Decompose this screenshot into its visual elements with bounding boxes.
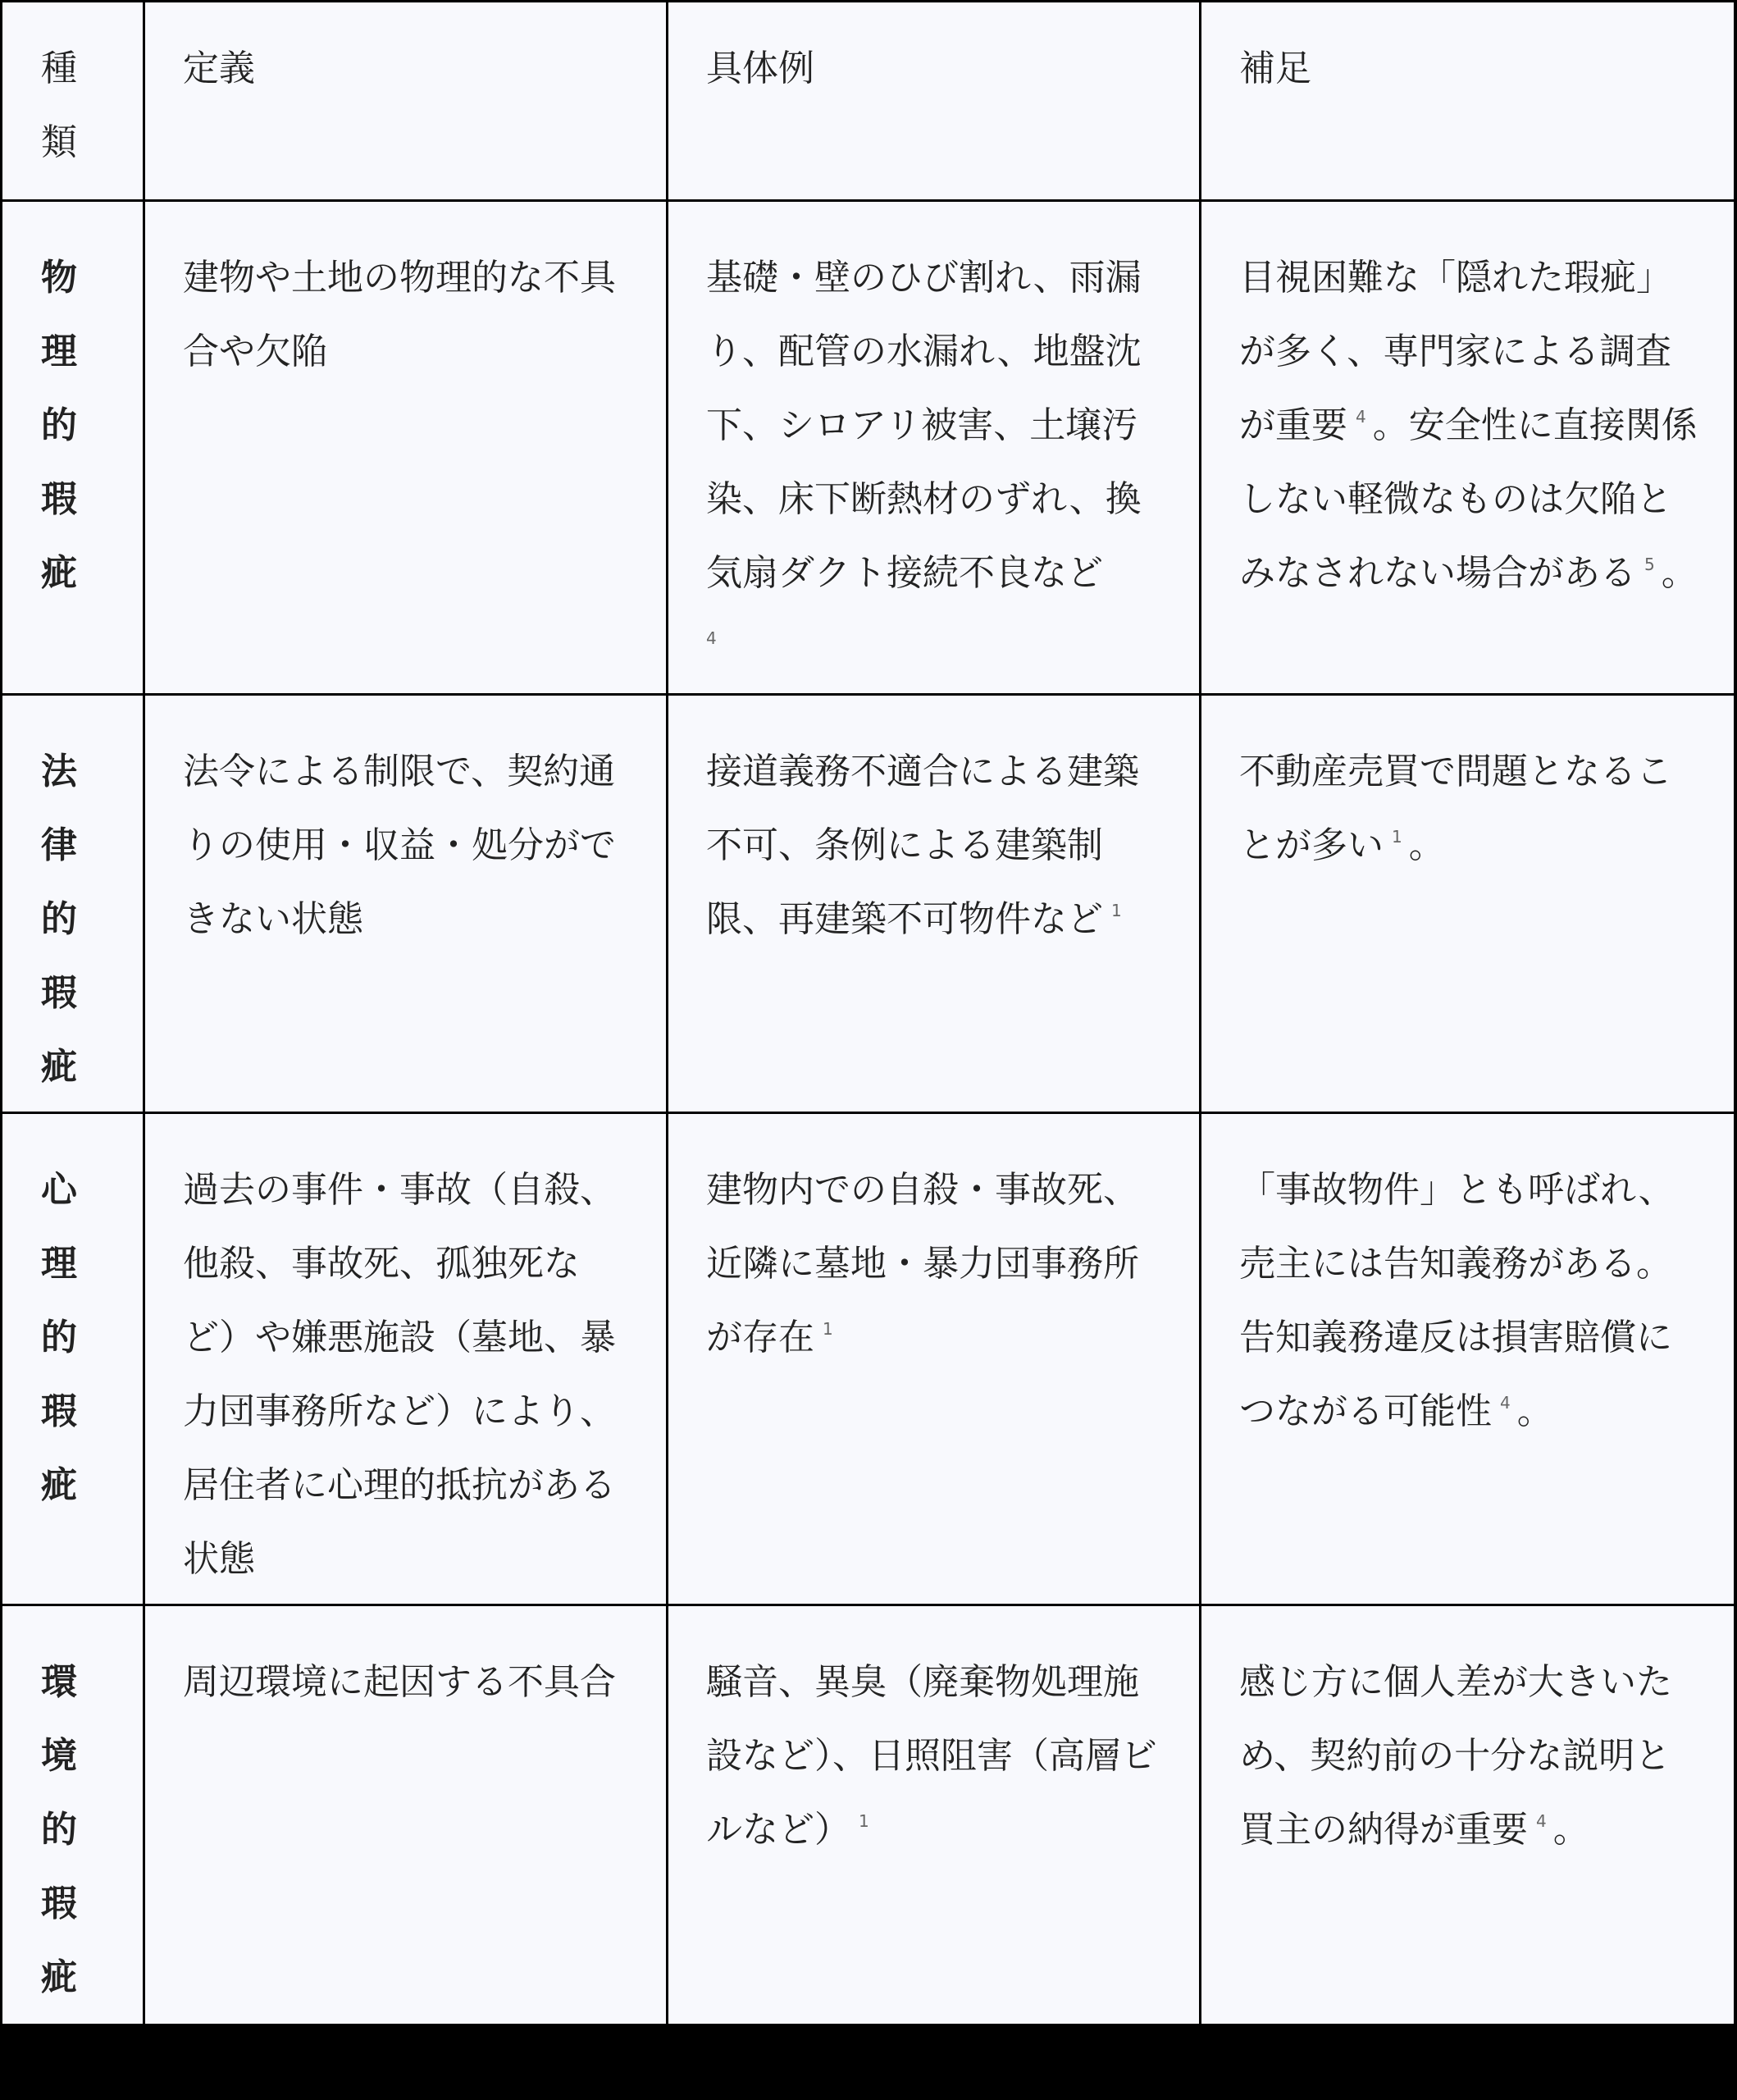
header-type-label: 種類	[41, 48, 77, 163]
table-row	[2, 201, 1735, 695]
examples-text: 基礎・壁のひび割れ、雨漏り、配管の水漏れ、地盤沈下、シロアリ被害、土壌汚染、床下断熱材のずれ、換気扇ダクト接続不良など	[706, 257, 1142, 594]
row-examples	[668, 1605, 1201, 2025]
notes-end: 。	[1552, 1809, 1589, 1851]
row-definition: 過去の事件・事故（自殺、他殺、事故死、孤独死など）や嫌悪施設（墓地、暴力団事務所など）により、居住者に心理的抵抗がある状態	[144, 1113, 668, 1605]
row-examples	[668, 201, 1201, 695]
citation-ref[interactable]: 4	[706, 628, 717, 648]
row-notes	[1201, 695, 1735, 1113]
table-row	[2, 1605, 1735, 2025]
table-row	[2, 1113, 1735, 1605]
table-header-row	[2, 2, 1735, 201]
notes-end: 。	[1516, 1390, 1553, 1432]
examples-text: 建物内での自殺・事故死、近隣に墓地・暴力団事務所が存在	[706, 1169, 1139, 1358]
row-examples	[668, 1113, 1201, 1605]
row-type-label: 心理的瑕疵	[41, 1169, 77, 1506]
row-type	[2, 201, 144, 695]
notes-text: 不動産売買で問題となることが多い	[1239, 751, 1672, 866]
row-notes	[1201, 201, 1735, 695]
row-definition: 法令による制限で、契約通りの使用・収益・処分ができない状態	[144, 695, 668, 1113]
examples-text: 騒音、異臭（廃棄物処理施設など）、日照阻害（高層ビルなど）	[706, 1661, 1157, 1851]
notes-text: 。安全性に直接関係しない軽微なものは欠陥とみなされない場合がある	[1239, 404, 1698, 594]
row-type	[2, 695, 144, 1113]
row-definition: 建物や土地の物理的な不具合や欠陥	[144, 201, 668, 695]
header-type	[2, 2, 144, 201]
row-examples	[668, 695, 1201, 1113]
citation-ref[interactable]: 1	[823, 1319, 833, 1339]
notes-text: 感じ方に個人差が大きいため、契約前の十分な説明と買主の納得が重要	[1239, 1661, 1672, 1851]
notes-text: 目視困難な「隠れた瑕疵」が多く、専門家による調査が重要	[1239, 257, 1672, 446]
row-type-label: 法律的瑕疵	[41, 751, 77, 1088]
citation-ref[interactable]: 1	[1111, 901, 1122, 920]
row-notes	[1201, 1605, 1735, 2025]
examples-text: 接道義務不適合による建築不可、条例による建築制限、再建築不可物件など	[706, 751, 1139, 940]
row-type	[2, 1113, 144, 1605]
citation-ref[interactable]: 4	[1356, 407, 1366, 427]
row-notes	[1201, 1113, 1735, 1605]
header-definition: 定義	[144, 2, 668, 201]
citation-ref[interactable]: 1	[1392, 827, 1402, 847]
notes-end: 。	[1408, 824, 1445, 866]
header-notes: 補足	[1201, 2, 1735, 201]
citation-ref[interactable]: 4	[1536, 1811, 1547, 1831]
notes-end: 。	[1661, 552, 1698, 594]
row-type	[2, 1605, 144, 2025]
table-row	[2, 695, 1735, 1113]
citation-ref[interactable]: 5	[1644, 555, 1655, 574]
notes-text: 「事故物件」とも呼ばれ、売主には告知義務がある。告知義務違反は損害賠償につながる可能性	[1239, 1169, 1675, 1432]
citation-ref[interactable]: 4	[1500, 1393, 1511, 1413]
row-type-label: 環境的瑕疵	[41, 1661, 77, 1998]
row-definition: 周辺環境に起因する不具合	[144, 1605, 668, 2025]
citation-ref[interactable]: 1	[859, 1811, 869, 1831]
row-type-label: 物理的瑕疵	[41, 257, 77, 594]
header-examples: 具体例	[668, 2, 1201, 201]
